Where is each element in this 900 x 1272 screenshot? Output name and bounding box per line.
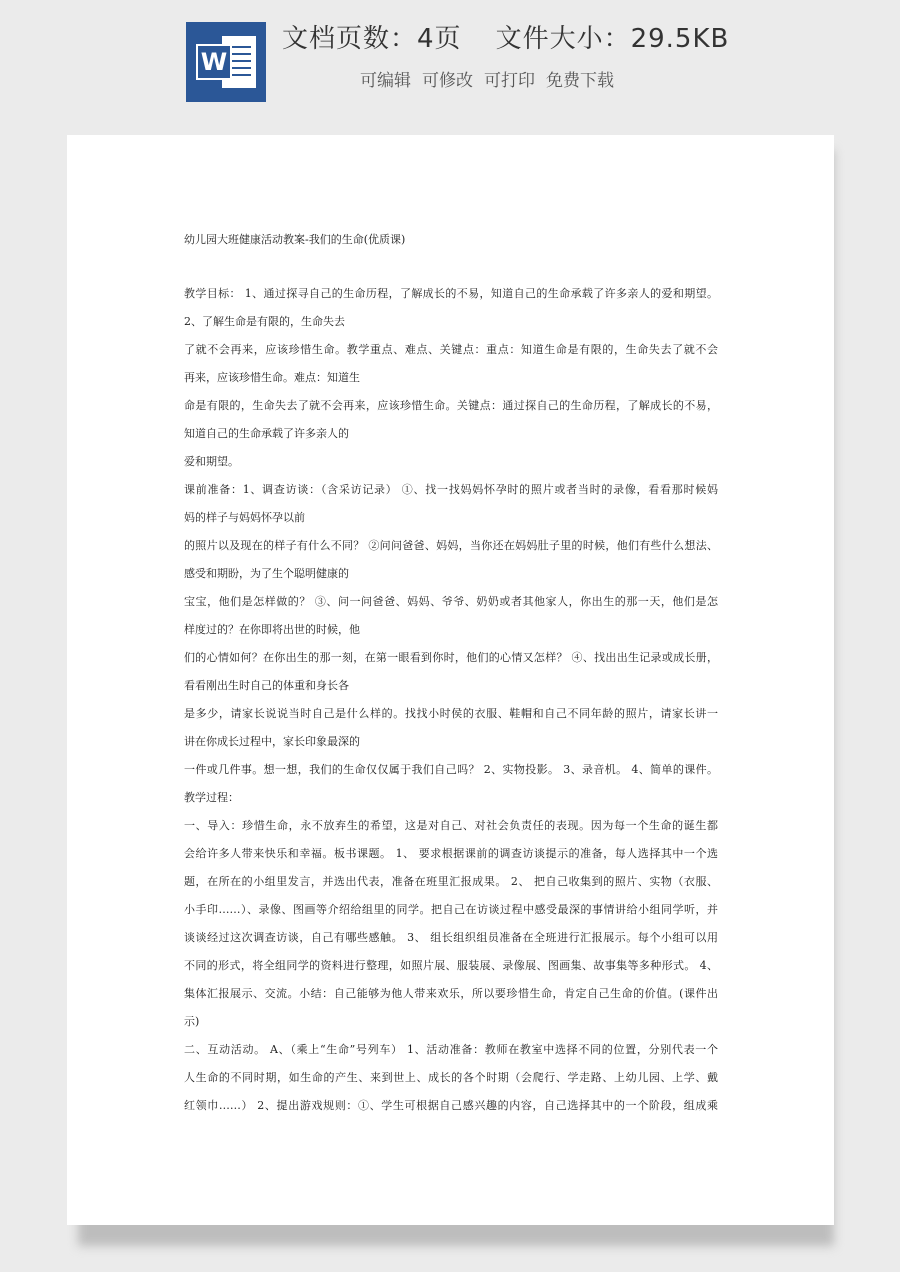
paragraph-line: 课前准备：1、调查访谈：（含采访记录） ①、找一找妈妈怀孕时的照片或者当时的录像，看看那时候妈 xyxy=(184,483,718,496)
feature-free-download: 免费下载 xyxy=(546,71,614,91)
feature-modifiable: 可修改 xyxy=(422,71,473,91)
paragraph-line: 人生命的不同时期，如生命的产生、来到世上、成长的各个时期（会爬行、学走路、上幼儿园、上学、戴 xyxy=(184,1071,718,1084)
paragraph-line: 看看刚出生时自己的体重和身长各 xyxy=(184,679,349,692)
feature-editable: 可编辑 xyxy=(360,71,411,91)
paragraph-line: 们的心情如何？在你出生的那一刻，在第一眼看到你时，他们的心情又怎样？ ④、找出出生记录或成长册， xyxy=(184,651,718,664)
paragraph-line: 题，在所在的小组里发言，并选出代表，准备在班里汇报成果。 2、 把自己收集到的照片、实物（衣服、 xyxy=(184,875,718,888)
paragraph-line: 教学过程： xyxy=(184,791,239,804)
page-count-label: 文档页数： xyxy=(282,24,418,54)
word-letter-icon: W xyxy=(196,44,232,80)
paragraph-line: 红领巾……） 2、提出游戏规则：①、学生可根据自己感兴趣的内容，自己选择其中的一个阶段，组成乘 xyxy=(184,1099,718,1112)
paragraph-line: 宝宝，他们是怎样做的？ ③、问一问爸爸、妈妈、爷爷、奶奶或者其他家人，你出生的那一天，他们是怎 xyxy=(184,595,718,608)
paragraph-line: 是多少，请家长说说当时自己是什么样的。找找小时侯的衣服、鞋帽和自己不同年龄的照片，请家长讲一 xyxy=(184,707,718,720)
document-stats xyxy=(282,18,729,55)
feature-list xyxy=(360,66,625,91)
paragraph-line: 2、了解生命是有限的，生命失去 xyxy=(184,315,345,328)
paragraph-line: 小手印……）、录像、图画等介绍给组里的同学。把自己在访谈过程中感受最深的事情讲给小组同学听，并 xyxy=(184,903,718,916)
feature-printable: 可打印 xyxy=(484,71,535,91)
paragraph-line: 一、导入：珍惜生命，永不放弃生的希望，这是对自己、对社会负责任的表现。因为每一个生命的诞生都 xyxy=(184,819,718,832)
paragraph-line: 不同的形式，将全组同学的资料进行整理，如照片展、服装展、录像展、图画集、故事集等多种形式。 4、 xyxy=(184,959,718,972)
word-document-icon xyxy=(186,22,266,102)
paragraph-line: 样度过的？在你即将出世的时候，他 xyxy=(184,623,360,636)
paragraph-line: 了就不会再来，应该珍惜生命。教学重点、难点、关键点：重点：知道生命是有限的，生命失去了就不会 xyxy=(184,343,718,356)
page-count-value: 4页 xyxy=(417,24,462,54)
paragraph-line: 再来，应该珍惜生命。难点：知道生 xyxy=(184,371,360,384)
paragraph-line: 的照片以及现在的样子有什么不同？ ②问问爸爸、妈妈，当你还在妈妈肚子里的时候，他们有些什么想法、 xyxy=(184,539,718,552)
document-page xyxy=(67,135,834,1225)
file-size-label: 文件大小： xyxy=(495,24,631,54)
download-banner xyxy=(0,0,900,120)
paragraph-line: 教学目标： 1、通过探寻自己的生命历程，了解成长的不易，知道自己的生命承载了许多亲人的爱和期望。 xyxy=(184,287,718,300)
paragraph-line: 讲在你成长过程中，家长印象最深的 xyxy=(184,735,360,748)
paragraph-line: 集体汇报展示、交流。小结：自己能够为他人带来欢乐，所以要珍惜生命，肯定自己生命的价值。(课件出 xyxy=(184,987,718,1000)
paragraph-line: 爱和期望。 xyxy=(184,455,239,468)
paragraph-line: 一件或几件事。想一想，我们的生命仅仅属于我们自己吗？ 2、实物投影。 3、录音机。 4、简单的课件。 xyxy=(184,763,718,776)
paragraph-line: 命是有限的，生命失去了就不会再来，应该珍惜生命。关键点：通过探自己的生命历程，了解成长的不易， xyxy=(184,399,718,412)
paragraph-line: 示) xyxy=(184,1015,200,1028)
paragraph-line: 二、互动活动。 A、（乘上“生命”号列车） 1、活动准备：教师在教室中选择不同的位置，分别代表一个 xyxy=(184,1043,718,1056)
file-size-value: 29.5KB xyxy=(630,24,730,54)
document-title: 幼儿园大班健康活动教案-我们的生命(优质课) xyxy=(184,233,406,246)
paragraph-line: 谈谈经过这次调查访谈，自己有哪些感触。 3、 组长组织组员准备在全班进行汇报展示。每个小组可以用 xyxy=(184,931,718,944)
paragraph-line: 妈的样子与妈妈怀孕以前 xyxy=(184,511,305,524)
paragraph-line: 感受和期盼，为了生个聪明健康的 xyxy=(184,567,349,580)
paragraph-line: 知道自己的生命承载了许多亲人的 xyxy=(184,427,349,440)
paragraph-line: 会给许多人带来快乐和幸福。板书课题。 1、 要求根据课前的调查访谈提示的准备，每人选择其中一个选 xyxy=(184,847,718,860)
